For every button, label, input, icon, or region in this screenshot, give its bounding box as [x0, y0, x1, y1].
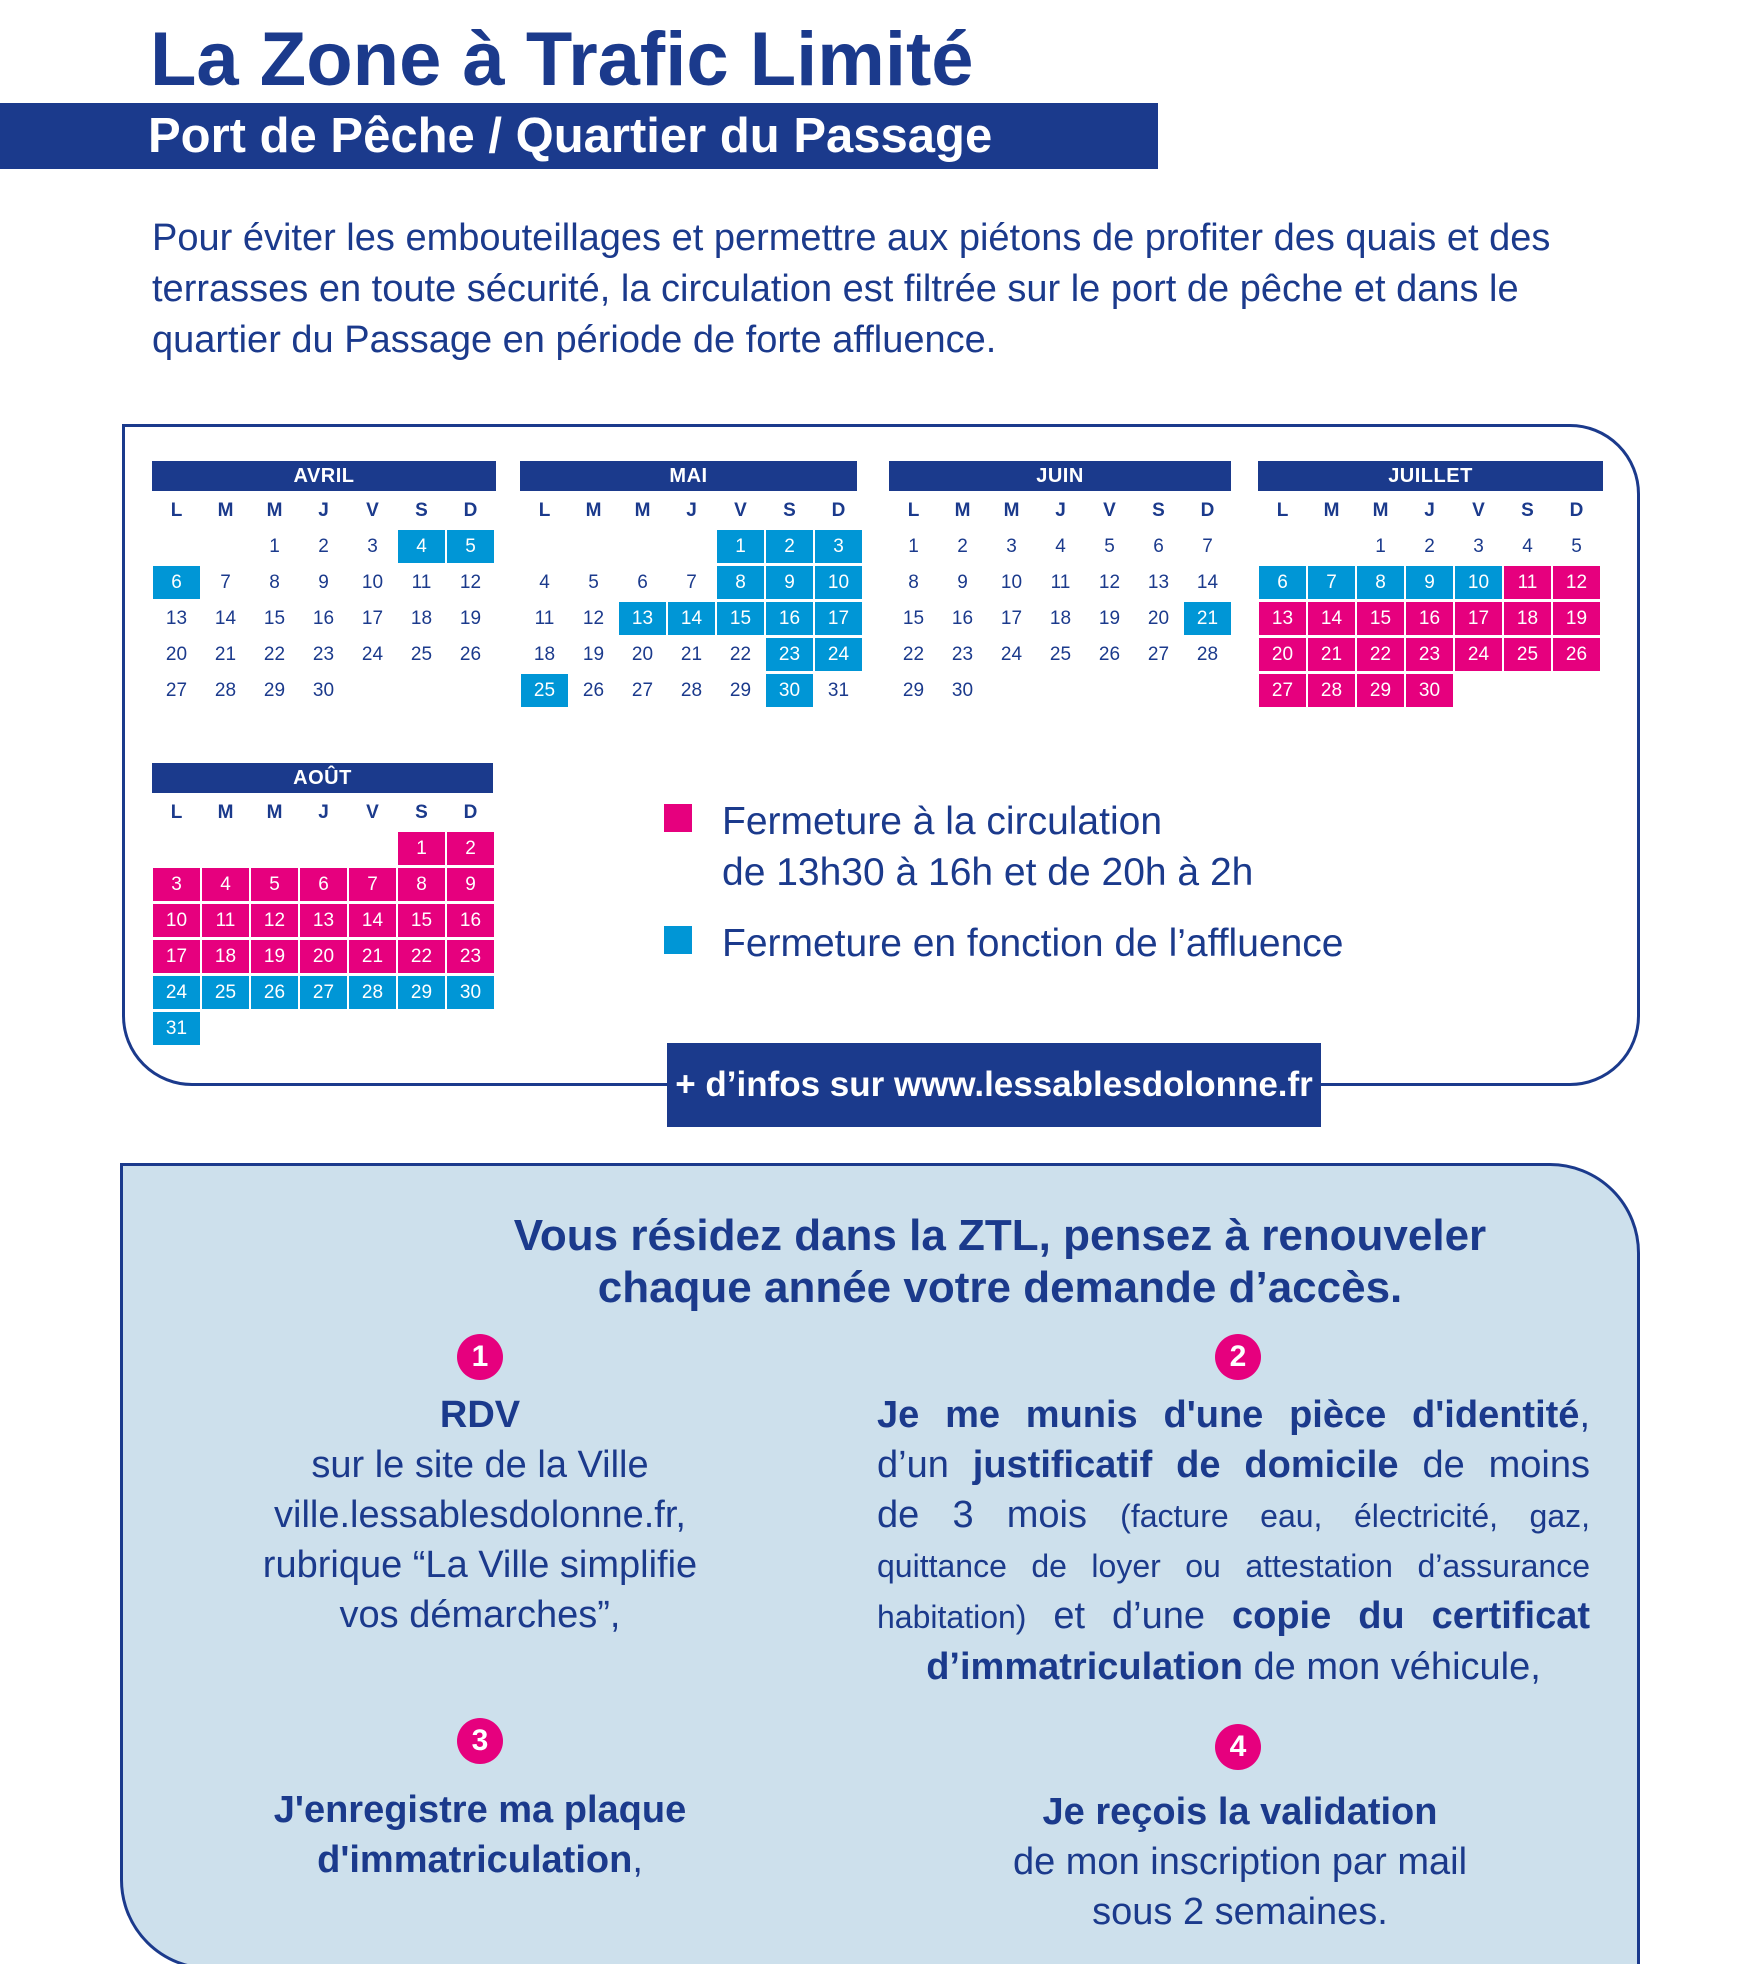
day-cell: 22 [263, 644, 286, 665]
day-cell: 17 [815, 602, 862, 635]
step2-examples3: habitation) [877, 1599, 1027, 1635]
day-cell: 27 [1259, 674, 1306, 707]
day-cell: 8 [398, 868, 445, 901]
day-cell: 25 [1504, 638, 1551, 671]
step1-line3: rubrique “La Ville simplifie [262, 1544, 698, 1586]
blue-swatch [664, 926, 692, 954]
step1-number-badge: 1 [457, 1334, 503, 1380]
day-cell: 14 [668, 602, 715, 635]
day-cell: 11 [411, 572, 432, 593]
day-cell: 8 [1357, 566, 1404, 599]
day-cell: 10 [361, 572, 384, 593]
weekday-label: V [734, 500, 747, 521]
day-cell: 29 [902, 680, 925, 701]
empty-cell [251, 832, 298, 865]
day-cell: 11 [1050, 572, 1071, 593]
day-cell: 7 [1308, 566, 1355, 599]
step2-vehicule: de mon véhicule, [1242, 1646, 1541, 1688]
page-subtitle: Port de Pêche / Quartier du Passage [148, 109, 993, 163]
day-cell: 11 [1504, 566, 1551, 599]
empty-cell [1259, 530, 1306, 563]
calendar-legend [664, 796, 1344, 969]
day-cell: 5 [588, 572, 599, 593]
ztl-title-line1: Vous résidez dans la ZTL, pensez à renouveler [513, 1211, 1487, 1260]
day-cell: 26 [582, 680, 605, 701]
weekday-label: J [318, 500, 329, 521]
day-cell: 10 [153, 904, 200, 937]
day-cell: 12 [459, 572, 482, 593]
day-cell: 24 [1455, 638, 1502, 671]
ztl-title [400, 1210, 1600, 1314]
step2-immatriculation: d’immatriculation [926, 1646, 1243, 1688]
day-cell: 19 [251, 940, 298, 973]
empty-cell [668, 530, 715, 563]
day-cell: 18 [410, 608, 433, 629]
step4-number-badge: 4 [1215, 1724, 1261, 1770]
day-cell: 30 [447, 976, 494, 1009]
step2-dun: d’un [877, 1444, 973, 1486]
day-cell: 10 [815, 566, 862, 599]
day-cell: 9 [318, 572, 329, 593]
weekday-label: S [1152, 500, 1165, 521]
step1-line1: sur le site de la Ville [311, 1444, 649, 1486]
day-cell: 29 [729, 680, 752, 701]
step2-line6 [877, 1642, 1590, 1692]
legend-affluence-label: Fermeture en fonction de l’affluence [722, 922, 1344, 965]
day-cell: 1 [269, 536, 280, 557]
step2-line3 [877, 1490, 1590, 1541]
day-cell: 3 [1473, 536, 1484, 557]
day-cell: 17 [361, 608, 384, 629]
day-cell: 18 [1049, 608, 1072, 629]
day-cell: 13 [165, 608, 188, 629]
step3-number-badge: 3 [457, 1718, 503, 1764]
day-cell: 3 [153, 868, 200, 901]
step4-text [920, 1787, 1560, 1937]
day-cell: 5 [447, 530, 494, 563]
step2-line1 [877, 1390, 1590, 1440]
day-cell: 22 [902, 644, 925, 665]
day-cell: 13 [1147, 572, 1170, 593]
legend-closure-line1: Fermeture à la circulation [722, 800, 1163, 843]
day-cell: 9 [766, 566, 813, 599]
day-cell: 20 [1147, 608, 1170, 629]
day-cell: 6 [637, 572, 648, 593]
step1-line4: vos démarches”, [339, 1594, 621, 1636]
day-cell: 2 [1424, 536, 1435, 557]
step2-identity: Je me munis d'une pièce d'identité [877, 1394, 1580, 1436]
day-cell: 10 [1455, 566, 1502, 599]
day-cell: 28 [214, 680, 237, 701]
day-cell: 2 [318, 536, 329, 557]
day-cell: 19 [1553, 602, 1600, 635]
month-grid [1258, 493, 1603, 709]
month-3 [1258, 461, 1603, 709]
empty-cell [202, 832, 249, 865]
weekday-label: M [1372, 500, 1389, 521]
day-cell: 10 [1000, 572, 1023, 593]
month-header: MAI [520, 461, 857, 491]
day-cell: 2 [766, 530, 813, 563]
weekday-label: V [1103, 500, 1116, 521]
day-cell: 22 [1357, 638, 1404, 671]
weekday-label: M [266, 500, 283, 521]
day-cell: 16 [1406, 602, 1453, 635]
step1-line2[interactable]: ville.lessablesdolonne.fr, [274, 1494, 686, 1536]
day-cell: 30 [312, 680, 335, 701]
weekday-label: J [318, 802, 329, 823]
day-cell: 19 [582, 644, 605, 665]
empty-cell [153, 832, 200, 865]
day-cell: 11 [202, 904, 249, 937]
day-cell: 9 [447, 868, 494, 901]
legend-item-closure [664, 796, 1344, 898]
step2-examples1: (facture eau, électricité, gaz, [1120, 1498, 1591, 1534]
day-cell: 30 [951, 680, 974, 701]
day-cell: 16 [766, 602, 813, 635]
day-cell: 23 [951, 644, 974, 665]
weekday-label: V [366, 802, 379, 823]
day-cell: 19 [459, 608, 482, 629]
month-header: JUILLET [1258, 461, 1603, 491]
day-cell: 14 [1308, 602, 1355, 635]
day-cell: 16 [447, 904, 494, 937]
day-cell: 8 [908, 572, 919, 593]
day-cell: 18 [202, 940, 249, 973]
day-cell: 15 [902, 608, 925, 629]
day-cell: 28 [1308, 674, 1355, 707]
day-cell: 21 [1308, 638, 1355, 671]
step1-text [180, 1390, 780, 1640]
day-cell: 2 [447, 832, 494, 865]
day-cell: 18 [1504, 602, 1551, 635]
day-cell: 6 [300, 868, 347, 901]
day-cell: 12 [1553, 566, 1600, 599]
day-cell: 2 [957, 536, 968, 557]
weekday-label: D [463, 802, 478, 823]
day-cell: 20 [300, 940, 347, 973]
day-cell: 14 [349, 904, 396, 937]
month-grid [152, 493, 496, 709]
step2-line5 [877, 1591, 1590, 1642]
step2-etdune: et d’une [1026, 1595, 1232, 1637]
day-cell: 30 [766, 674, 813, 707]
step3-text [180, 1785, 780, 1885]
weekday-label: M [266, 802, 283, 823]
day-cell: 23 [312, 644, 335, 665]
weekday-label: M [585, 500, 602, 521]
ztl-title-line2: chaque année votre demande d’accès. [597, 1263, 1403, 1312]
day-cell: 5 [1571, 536, 1582, 557]
day-cell: 26 [459, 644, 482, 665]
day-cell: 14 [1196, 572, 1219, 593]
month-1 [520, 461, 857, 709]
weekday-label: L [1276, 500, 1289, 521]
day-cell: 7 [1202, 536, 1213, 557]
day-cell: 17 [1455, 602, 1502, 635]
day-cell: 1 [908, 536, 919, 557]
step2-line4: quittance de loyer ou attestation d’assurance [877, 1548, 1590, 1584]
step2-certificat: copie du certificat [1232, 1595, 1590, 1637]
day-cell: 3 [1006, 536, 1017, 557]
weekday-label: D [831, 500, 846, 521]
day-cell: 26 [1553, 638, 1600, 671]
month-grid [889, 493, 1231, 709]
weekday-label: L [170, 802, 183, 823]
day-cell: 12 [1098, 572, 1121, 593]
weekday-label: S [783, 500, 796, 521]
day-cell: 7 [349, 868, 396, 901]
day-cell: 25 [202, 976, 249, 1009]
step2-text [877, 1390, 1590, 1692]
day-cell: 24 [153, 976, 200, 1009]
day-cell: 21 [1184, 602, 1231, 635]
step3-comma: , [632, 1839, 643, 1881]
day-cell: 24 [1000, 644, 1023, 665]
step3-bold2: d'immatriculation [317, 1839, 633, 1881]
weekday-label: M [1323, 500, 1340, 521]
day-cell: 29 [263, 680, 286, 701]
month-2 [889, 461, 1231, 709]
step2-line2 [877, 1440, 1590, 1490]
day-cell: 20 [165, 644, 188, 665]
day-cell: 26 [1098, 644, 1121, 665]
day-cell: 24 [815, 638, 862, 671]
day-cell: 25 [1049, 644, 1072, 665]
day-cell: 27 [300, 976, 347, 1009]
step2-comma: , [1579, 1394, 1590, 1436]
day-cell: 17 [1000, 608, 1023, 629]
day-cell: 22 [398, 940, 445, 973]
day-cell: 28 [680, 680, 703, 701]
day-cell: 4 [1055, 536, 1066, 557]
month-4 [152, 763, 493, 1047]
day-cell: 15 [717, 602, 764, 635]
day-cell: 24 [361, 644, 384, 665]
month-grid [152, 795, 493, 1047]
more-info-link[interactable]: + d’infos sur www.lessablesdolonne.fr [667, 1043, 1321, 1127]
day-cell: 23 [766, 638, 813, 671]
empty-cell [570, 530, 617, 563]
day-cell: 29 [1357, 674, 1404, 707]
weekday-label: V [366, 500, 379, 521]
pink-swatch [664, 804, 692, 832]
day-cell: 31 [153, 1012, 200, 1045]
day-cell: 23 [1406, 638, 1453, 671]
step2-domicile: justificatif de domicile [972, 1444, 1399, 1486]
day-cell: 8 [717, 566, 764, 599]
step4-line1: de mon inscription par mail [1012, 1841, 1468, 1883]
day-cell: 12 [251, 904, 298, 937]
intro-paragraph: Pour éviter les embouteillages et permettre aux piétons de profiter des quais et des terrasses en toute sécurité, la circulation est filtrée sur le port de pêche et dans le quartier du Passage en période de forte affluence. [152, 217, 1551, 361]
empty-cell [202, 530, 249, 563]
legend-closure-line2: de 13h30 à 16h et de 20h à 2h [722, 851, 1254, 894]
day-cell: 27 [631, 680, 654, 701]
day-cell: 23 [447, 940, 494, 973]
day-cell: 26 [251, 976, 298, 1009]
month-0 [152, 461, 496, 709]
day-cell: 25 [410, 644, 433, 665]
month-header: AVRIL [152, 461, 496, 491]
day-cell: 21 [680, 644, 703, 665]
weekday-label: M [217, 500, 234, 521]
day-cell: 15 [398, 904, 445, 937]
day-cell: 27 [165, 680, 188, 701]
day-cell: 5 [251, 868, 298, 901]
day-cell: 20 [631, 644, 654, 665]
weekday-label: S [415, 802, 428, 823]
page-title: La Zone à Trafic Limité [150, 17, 974, 102]
day-cell: 16 [951, 608, 974, 629]
day-cell: 7 [686, 572, 697, 593]
day-cell: 9 [957, 572, 968, 593]
step3-line2 [180, 1835, 780, 1885]
empty-cell [1308, 530, 1355, 563]
step3-line1: J'enregistre ma plaque [273, 1789, 687, 1831]
day-cell: 6 [1153, 536, 1164, 557]
month-header: JUIN [889, 461, 1231, 491]
day-cell: 12 [582, 608, 605, 629]
empty-cell [349, 832, 396, 865]
day-cell: 11 [534, 608, 555, 629]
day-cell: 3 [367, 536, 378, 557]
step2-3mois: de 3 mois [877, 1494, 1121, 1536]
empty-cell [153, 530, 200, 563]
day-cell: 22 [729, 644, 752, 665]
day-cell: 21 [349, 940, 396, 973]
empty-cell [300, 832, 347, 865]
step4-line2: sous 2 semaines. [1092, 1891, 1388, 1933]
day-cell: 19 [1098, 608, 1121, 629]
weekday-label: L [907, 500, 920, 521]
day-cell: 17 [153, 940, 200, 973]
day-cell: 9 [1406, 566, 1453, 599]
weekday-label: V [1472, 500, 1485, 521]
weekday-label: M [634, 500, 651, 521]
weekday-label: S [415, 500, 428, 521]
day-cell: 30 [1406, 674, 1453, 707]
day-cell: 21 [214, 644, 237, 665]
day-cell: 3 [815, 530, 862, 563]
weekday-label: M [1003, 500, 1020, 521]
weekday-label: M [217, 802, 234, 823]
day-cell: 29 [398, 976, 445, 1009]
day-cell: 6 [153, 566, 200, 599]
weekday-label: D [1569, 500, 1584, 521]
weekday-label: L [538, 500, 551, 521]
day-cell: 13 [300, 904, 347, 937]
day-cell: 6 [1259, 566, 1306, 599]
day-cell: 1 [1375, 536, 1386, 557]
weekday-label: D [1200, 500, 1215, 521]
day-cell: 31 [827, 680, 850, 701]
day-cell: 7 [220, 572, 231, 593]
day-cell: 4 [202, 868, 249, 901]
weekday-label: M [954, 500, 971, 521]
weekday-label: J [1424, 500, 1435, 521]
day-cell: 28 [1196, 644, 1219, 665]
day-cell: 8 [269, 572, 280, 593]
day-cell: 15 [1357, 602, 1404, 635]
day-cell: 18 [533, 644, 556, 665]
empty-cell [521, 530, 568, 563]
step1-bold: RDV [439, 1394, 521, 1436]
weekday-label: J [686, 500, 697, 521]
step4-bold: Je reçois la validation [1042, 1791, 1438, 1833]
day-cell: 4 [398, 530, 445, 563]
day-cell: 25 [521, 674, 568, 707]
weekday-label: S [1521, 500, 1534, 521]
day-cell: 4 [539, 572, 550, 593]
month-grid [520, 493, 857, 709]
day-cell: 13 [619, 602, 666, 635]
legend-item-affluence [664, 918, 1344, 969]
day-cell: 5 [1104, 536, 1115, 557]
step2-moins: de moins [1398, 1444, 1591, 1486]
day-cell: 13 [1259, 602, 1306, 635]
month-header: AOÛT [152, 763, 493, 793]
day-cell: 20 [1259, 638, 1306, 671]
day-cell: 28 [349, 976, 396, 1009]
weekday-label: D [463, 500, 478, 521]
day-cell: 27 [1147, 644, 1170, 665]
day-cell: 4 [1522, 536, 1533, 557]
day-cell: 1 [398, 832, 445, 865]
day-cell: 16 [312, 608, 335, 629]
day-cell: 14 [214, 608, 237, 629]
day-cell: 15 [263, 608, 286, 629]
step2-number-badge: 2 [1215, 1334, 1261, 1380]
empty-cell [619, 530, 666, 563]
weekday-label: J [1055, 500, 1066, 521]
weekday-label: L [170, 500, 183, 521]
day-cell: 1 [717, 530, 764, 563]
